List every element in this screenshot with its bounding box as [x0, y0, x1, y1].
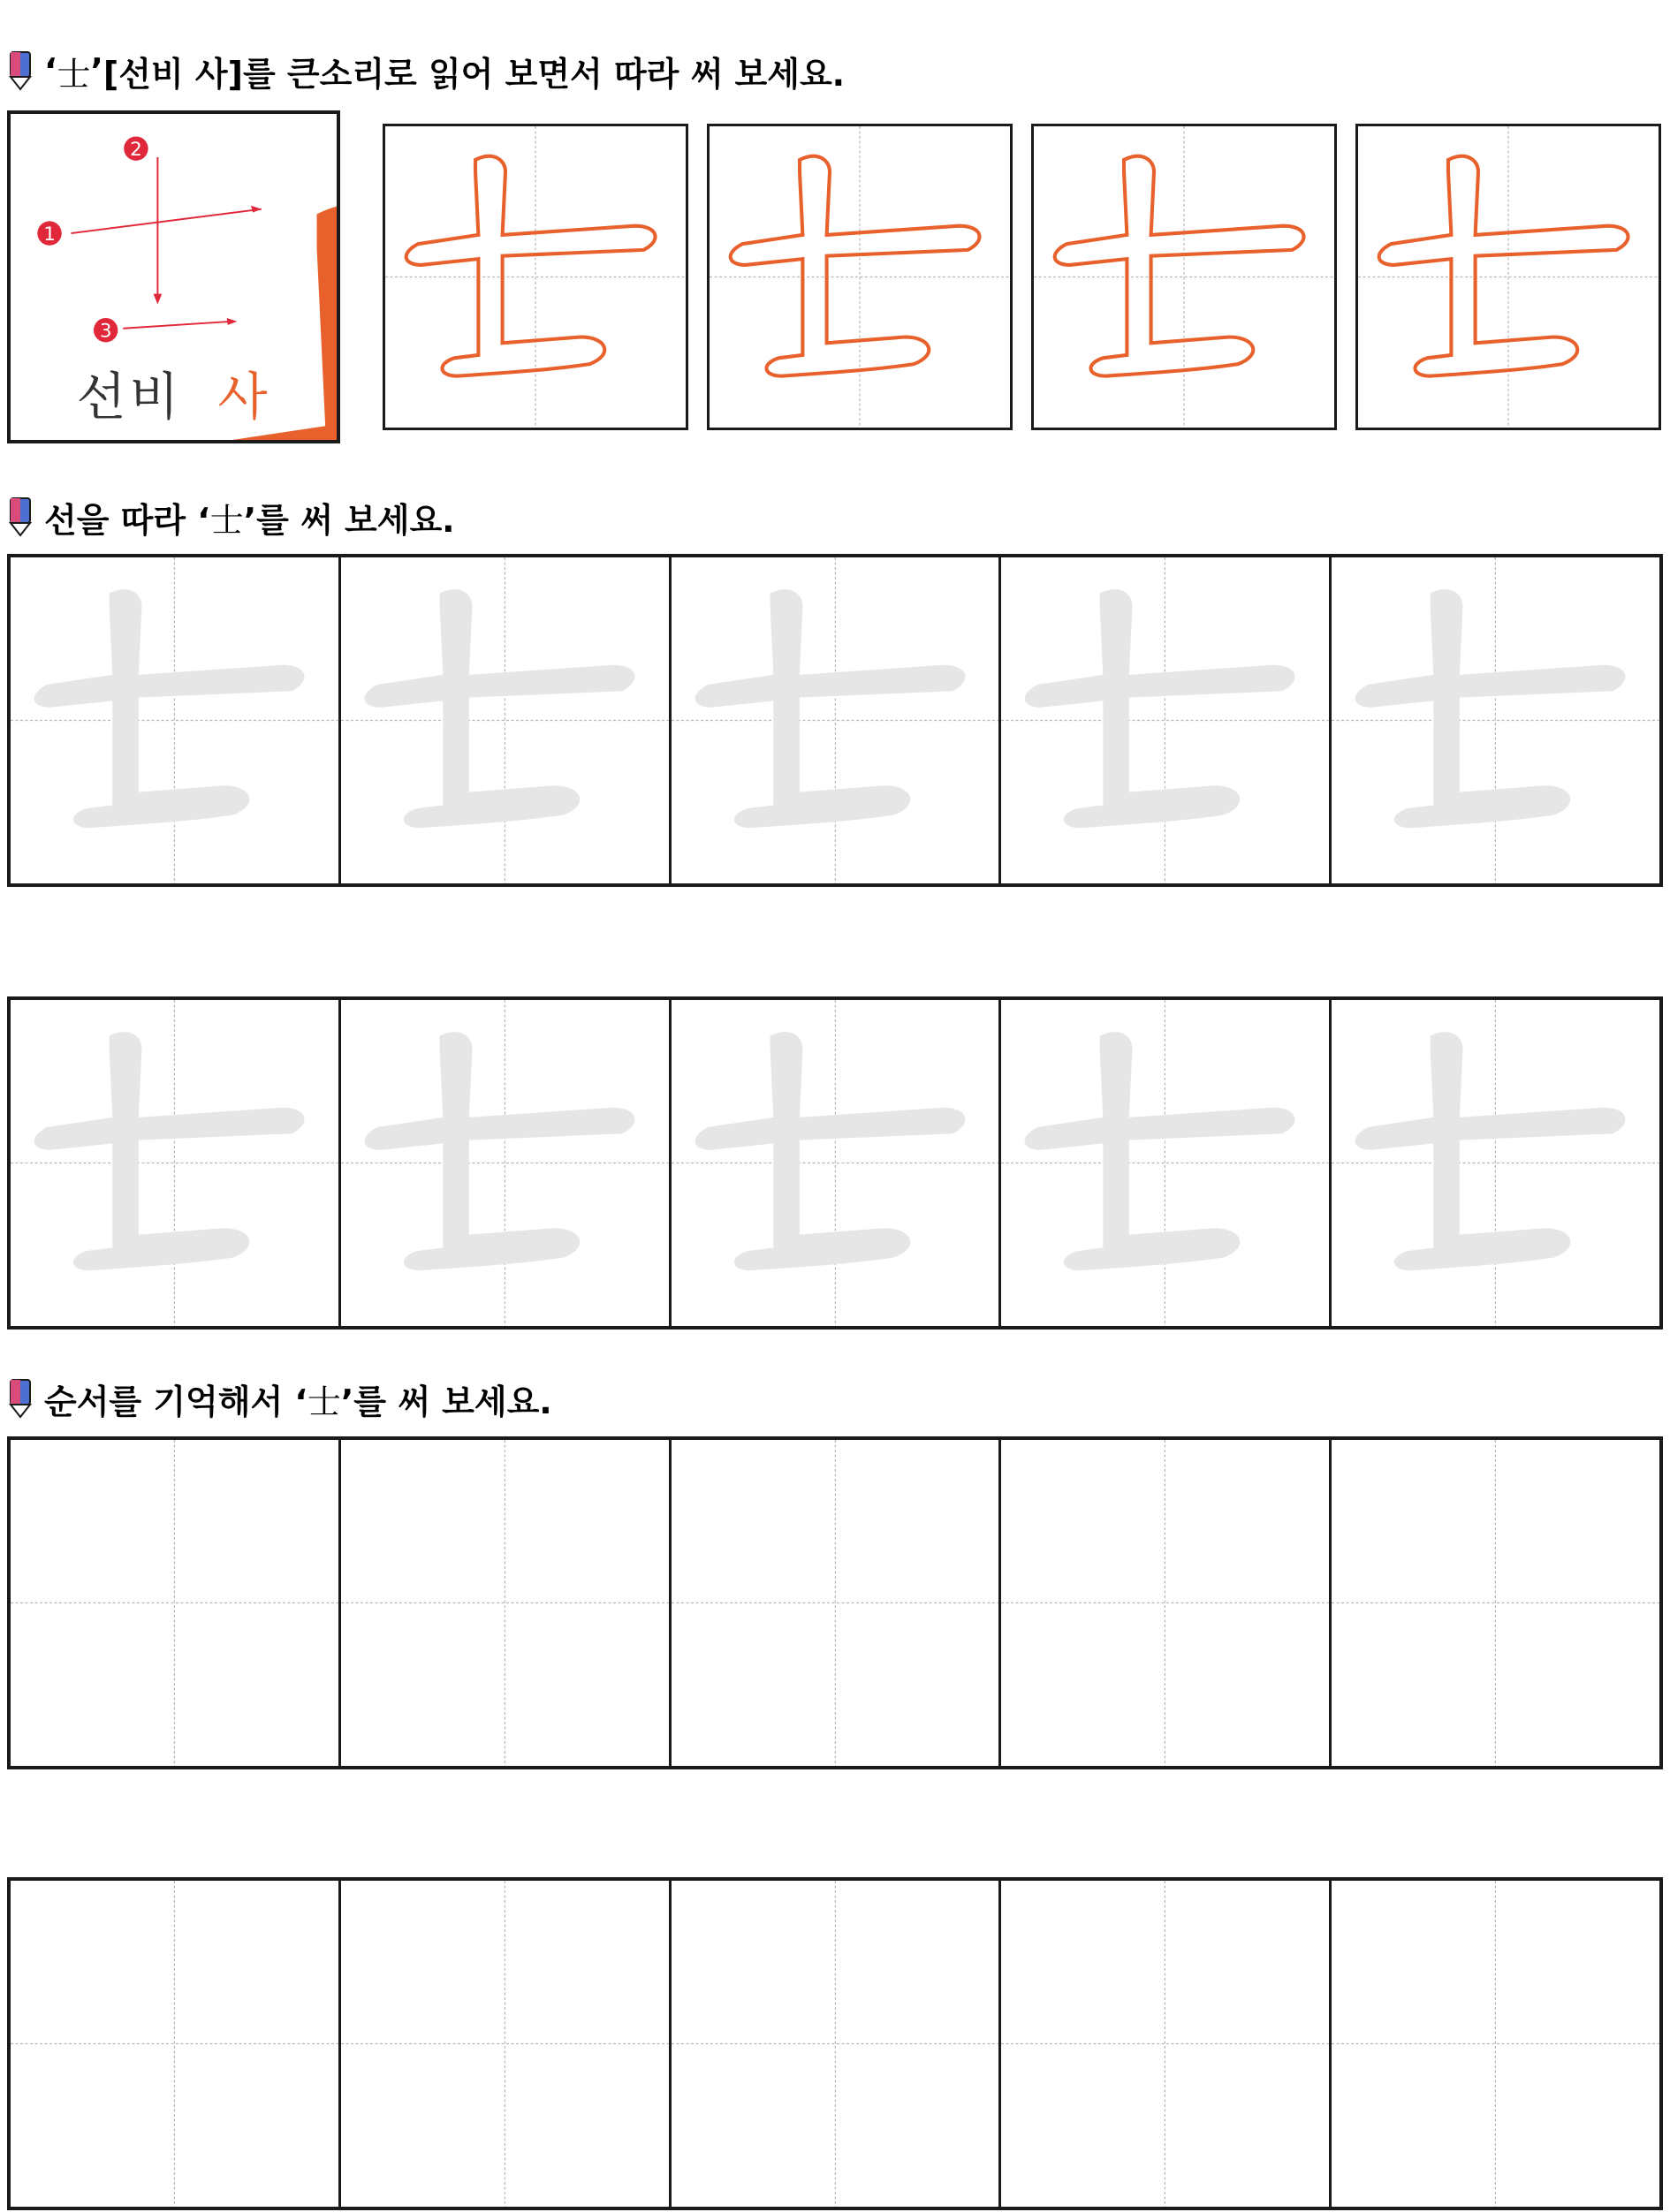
stroke-number-2-icon [124, 136, 148, 161]
practice-row [7, 1436, 1663, 1769]
stroke-number-1-icon [37, 221, 61, 246]
practice-cell[interactable] [11, 1881, 341, 2207]
trace-row [7, 554, 1663, 887]
quote-open: ‘ [44, 51, 57, 90]
practice-cell[interactable] [672, 1881, 1002, 2207]
trace-cell[interactable] [1332, 1000, 1659, 1326]
trace-cell[interactable] [11, 1000, 341, 1326]
instruction-text-after: ’를 써 보세요. [340, 1382, 552, 1421]
instruction-text-before: 순서를 기억해서 ‘ [44, 1382, 307, 1421]
outline-trace-cell[interactable] [1031, 124, 1337, 430]
instruction-trace [9, 490, 455, 543]
outline-trace-cell[interactable] [707, 124, 1013, 430]
svg-text:3: 3 [99, 320, 112, 343]
instruction-text: [선비 사]를 큰소리로 읽어 보면서 따라 써 보세요. [102, 54, 846, 94]
trace-cell[interactable] [341, 557, 672, 883]
character-reading [11, 355, 337, 429]
trace-cell[interactable] [341, 1000, 672, 1326]
stroke-order-model [7, 110, 340, 443]
outline-trace-cell[interactable] [1355, 124, 1661, 430]
practice-cell[interactable] [341, 1440, 672, 1766]
practice-cell[interactable] [1001, 1440, 1332, 1766]
pencil-bullet-icon [9, 496, 32, 537]
practice-cell[interactable] [1001, 1881, 1332, 2207]
target-character: 士 [57, 54, 91, 94]
practice-cell[interactable] [672, 1440, 1002, 1766]
practice-row [7, 1877, 1663, 2210]
trace-cell[interactable] [1332, 557, 1659, 883]
target-character: 士 [209, 500, 244, 540]
outline-trace-cell[interactable] [383, 124, 688, 430]
pencil-bullet-icon [9, 50, 32, 91]
svg-text:1: 1 [43, 223, 56, 246]
pencil-bullet-icon [9, 1378, 32, 1419]
stroke-number-3-icon [94, 318, 118, 343]
trace-cell[interactable] [11, 557, 341, 883]
trace-cell[interactable] [672, 1000, 1002, 1326]
instruction-text-before: 선을 따라 ‘ [44, 500, 210, 540]
trace-cell[interactable] [672, 557, 1002, 883]
instruction-text-after: ’를 써 보세요. [243, 500, 455, 540]
trace-row [7, 996, 1663, 1329]
instruction-read-aloud [9, 44, 845, 97]
target-character: 士 [307, 1382, 341, 1421]
character-meaning: 선비 [76, 367, 183, 427]
practice-cell[interactable] [1332, 1881, 1659, 2207]
practice-cell[interactable] [11, 1440, 341, 1766]
practice-cell[interactable] [341, 1881, 672, 2207]
character-sound: 사 [217, 367, 271, 427]
instruction-write-from-memory [9, 1372, 552, 1425]
practice-cell[interactable] [1332, 1440, 1659, 1766]
svg-text:2: 2 [130, 138, 142, 161]
trace-cell[interactable] [1001, 557, 1332, 883]
quote-close: ’ [90, 51, 103, 90]
trace-cell[interactable] [1001, 1000, 1332, 1326]
